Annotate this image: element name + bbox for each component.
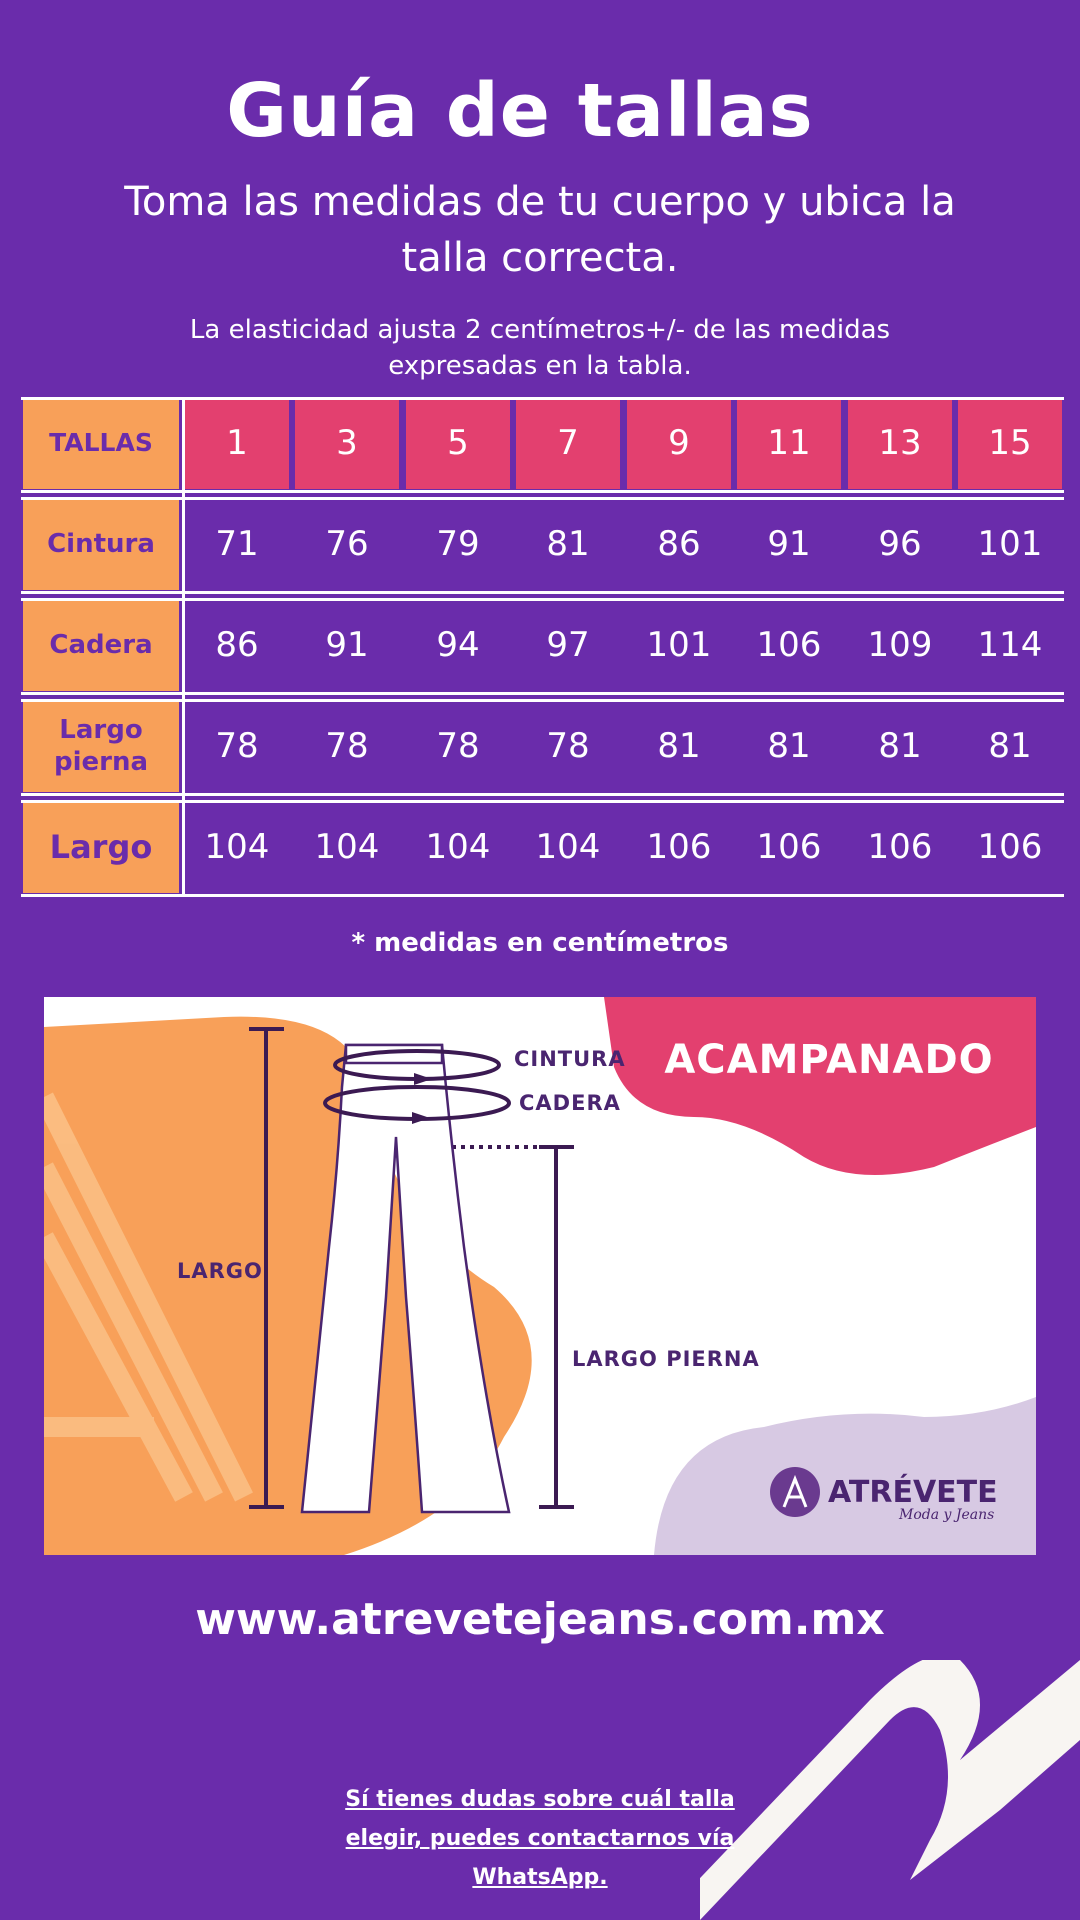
elasticity-note: La elasticidad ajusta 2 centímetros+/- de las medidas expresadas en la tabla.	[189, 315, 891, 381]
value-cell: 97	[546, 625, 590, 665]
hip-label: CADERA	[519, 1091, 621, 1115]
size-cell: 9	[627, 397, 731, 489]
waist-label: CINTURA	[514, 1047, 626, 1071]
value-cell: 79	[436, 524, 480, 564]
value-cell: 86	[215, 625, 259, 665]
units-note: * medidas en centímetros	[351, 928, 729, 958]
value-cell: 86	[657, 524, 701, 564]
value-cell: 106	[756, 827, 822, 867]
whatsapp-contact-link[interactable]: Sí tienes dudas sobre cuál talla elegir, puedes contactarnos vía WhatsApp.	[345, 1787, 735, 1890]
size-cell: 13	[848, 397, 952, 489]
page-title: Guía de tallas	[226, 68, 814, 154]
table-header-row	[21, 397, 1064, 489]
row-label: Cintura	[23, 498, 179, 590]
value-cell: 114	[977, 625, 1043, 665]
table-divider	[21, 894, 1064, 897]
value-cell: 81	[878, 726, 922, 766]
row-label: Largo	[23, 801, 179, 893]
row-label: Cadera	[23, 599, 179, 691]
decorative-swoosh	[700, 1660, 1080, 1920]
value-cell: 106	[646, 827, 712, 867]
value-cell: 81	[657, 726, 701, 766]
value-cell: 104	[535, 827, 601, 867]
value-cell: 81	[767, 726, 811, 766]
table-row	[21, 599, 1064, 691]
brand-name: ATRÉVETE	[828, 1475, 998, 1510]
value-cell: 109	[867, 625, 933, 665]
value-cell: 96	[878, 524, 922, 564]
table-divider	[21, 397, 1064, 400]
table-row	[21, 801, 1064, 893]
value-cell: 106	[756, 625, 822, 665]
brand-logo-mark	[770, 1467, 820, 1517]
jeans-size-illustration	[44, 997, 1036, 1555]
website-link[interactable]: www.atrevetejeans.com.mx	[195, 1594, 885, 1645]
size-cell: 11	[737, 397, 841, 489]
row-label: Largo pierna	[23, 700, 179, 792]
value-cell: 91	[767, 524, 811, 564]
value-cell: 104	[314, 827, 380, 867]
value-cell: 78	[215, 726, 259, 766]
value-cell: 76	[325, 524, 369, 564]
table-divider	[21, 692, 1064, 695]
value-cell: 91	[325, 625, 369, 665]
header-label: TALLAS	[23, 397, 179, 489]
table-row	[21, 700, 1064, 792]
table-divider	[21, 699, 1064, 702]
length-label: LARGO	[177, 1259, 263, 1283]
value-cell: 81	[988, 726, 1032, 766]
value-cell: 106	[977, 827, 1043, 867]
table-divider	[21, 497, 1064, 500]
size-cell: 7	[516, 397, 620, 489]
leg-length-label: LARGO PIERNA	[572, 1347, 760, 1371]
subtitle: Toma las medidas de tu cuerpo y ubica la talla correcta.	[124, 179, 956, 281]
value-cell: 78	[546, 726, 590, 766]
table-divider	[21, 598, 1064, 601]
pink-blob	[604, 997, 1036, 1175]
value-cell: 101	[646, 625, 712, 665]
value-cell: 101	[977, 524, 1043, 564]
table-divider	[21, 793, 1064, 796]
table-divider	[21, 800, 1064, 803]
value-cell: 94	[436, 625, 480, 665]
value-cell: 78	[436, 726, 480, 766]
table-divider	[21, 591, 1064, 594]
value-cell: 104	[204, 827, 270, 867]
size-cell: 15	[958, 397, 1062, 489]
size-cell: 5	[406, 397, 510, 489]
size-cell: 1	[185, 397, 289, 489]
value-cell: 104	[425, 827, 491, 867]
size-cell: 3	[295, 397, 399, 489]
table-divider	[182, 397, 185, 897]
value-cell: 78	[325, 726, 369, 766]
value-cell: 71	[215, 524, 259, 564]
table-row	[21, 498, 1064, 590]
style-badge: ACAMPANADO	[664, 1037, 994, 1083]
value-cell: 81	[546, 524, 590, 564]
table-divider	[21, 490, 1064, 493]
value-cell: 106	[867, 827, 933, 867]
brand-tagline: Moda y Jeans	[899, 1507, 995, 1523]
